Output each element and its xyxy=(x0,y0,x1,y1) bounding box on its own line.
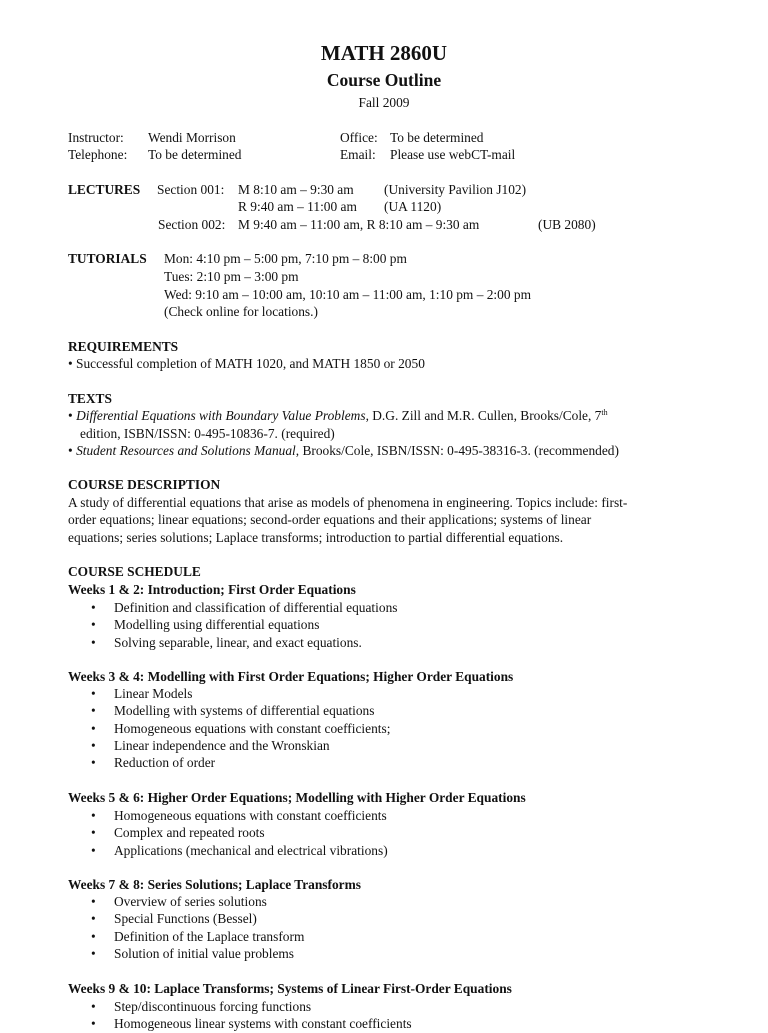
list-item: • Solution of initial value problems xyxy=(68,945,304,962)
instructor-label: Instructor: xyxy=(68,130,124,145)
week-1-2-title: Weeks 1 & 2: Introduction; First Order Equations xyxy=(68,582,356,597)
lecture-section2-label: Section 002: xyxy=(158,217,226,232)
lectures-heading: LECTURES xyxy=(68,182,141,197)
week-3-4-topics xyxy=(68,685,390,771)
list-item: • Special Functions (Bessel) xyxy=(68,910,304,927)
lecture-section1-label: Section 001: xyxy=(157,182,225,197)
text-item-1-continued: edition, ISBN/ISSN: 0-495-10836-7. (required) xyxy=(80,426,335,441)
list-item: • Reduction of order xyxy=(68,754,390,771)
texts-heading: TEXTS xyxy=(68,391,112,406)
course-code-title: MATH 2860U xyxy=(320,41,448,65)
description-heading: COURSE DESCRIPTION xyxy=(68,477,221,492)
list-item: • Definition of the Laplace transform xyxy=(68,928,304,945)
tutorial-monday: Mon: 4:10 pm – 5:00 pm, 7:10 pm – 8:00 pm xyxy=(164,251,407,266)
text-item-1 xyxy=(68,407,608,424)
text-item-2 xyxy=(68,442,619,459)
week-7-8-topics xyxy=(68,893,304,962)
telephone-label: Telephone: xyxy=(68,147,128,162)
instructor-value: Wendi Morrison xyxy=(148,130,236,145)
email-value: Please use webCT-mail xyxy=(390,147,516,162)
tutorial-wednesday: Wed: 9:10 am – 10:00 am, 10:10 am – 11:00 am, 1:10 pm – 2:00 pm xyxy=(164,287,532,302)
list-item: • Homogeneous equations with constant coefficients xyxy=(68,807,388,824)
requirement-item: • Successful completion of MATH 1020, and MATH 1850 or 2050 xyxy=(68,356,425,371)
description-line-3: equations; series solutions; Laplace transforms; introduction to partial differential equations. xyxy=(68,530,564,545)
list-item: • Overview of series solutions xyxy=(68,893,304,910)
list-item: • Linear independence and the Wronskian xyxy=(68,737,390,754)
text-1-title: Differential Equations with Boundary Value Problems xyxy=(76,408,366,423)
tutorials-heading: TUTORIALS xyxy=(68,251,147,266)
text-2-title: Student Resources and Solutions Manual xyxy=(76,443,296,458)
list-item: • Step/discontinuous forcing functions xyxy=(68,998,412,1015)
list-item: • Homogeneous linear systems with constant coefficients xyxy=(68,1015,412,1032)
edition-superscript: th xyxy=(601,408,608,417)
lecture-section2-time: M 9:40 am – 11:00 am, R 8:10 am – 9:30 am xyxy=(238,217,480,232)
office-label: Office: xyxy=(340,130,378,145)
week-7-8-title: Weeks 7 & 8: Series Solutions; Laplace Transforms xyxy=(68,877,361,892)
week-5-6-topics xyxy=(68,807,388,859)
bullet: • xyxy=(68,408,73,423)
lecture-section2-room: (UB 2080) xyxy=(538,217,596,232)
week-1-2-topics xyxy=(68,599,397,651)
lecture-section1-room1: (University Pavilion J102) xyxy=(384,182,527,197)
week-3-4-title: Weeks 3 & 4: Modelling with First Order Equations; Higher Order Equations xyxy=(68,669,514,684)
list-item: • Modelling using differential equations xyxy=(68,616,397,633)
term-label: Fall 2009 xyxy=(358,95,410,110)
tutorial-tuesday: Tues: 2:10 pm – 3:00 pm xyxy=(164,269,299,284)
list-item: • Linear Models xyxy=(68,685,390,702)
tutorial-location-note: (Check online for locations.) xyxy=(164,304,318,319)
course-outline-heading: Course Outline xyxy=(326,70,442,90)
bullet: • xyxy=(68,443,73,458)
text-1-details: , D.G. Zill and M.R. Cullen, Brooks/Cole, 7 xyxy=(365,408,602,423)
schedule-heading: COURSE SCHEDULE xyxy=(68,564,201,579)
week-5-6-title: Weeks 5 & 6: Higher Order Equations; Modelling with Higher Order Equations xyxy=(68,790,526,805)
week-9-10-topics xyxy=(68,998,412,1033)
list-item: • Solving separable, linear, and exact equations. xyxy=(68,634,397,651)
lecture-section1-time1: M 8:10 am – 9:30 am xyxy=(238,182,354,197)
lecture-section1-room2: (UA 1120) xyxy=(384,199,442,214)
description-line-2: order equations; linear equations; second-order equations and their applications; systems of linear xyxy=(68,512,592,527)
telephone-value: To be determined xyxy=(148,147,242,162)
text-2-details: , Brooks/Cole, ISBN/ISSN: 0-495-38316-3. (recommended) xyxy=(295,443,619,458)
list-item: • Definition and classification of differential equations xyxy=(68,599,397,616)
list-item: • Complex and repeated roots xyxy=(68,824,388,841)
requirements-heading: REQUIREMENTS xyxy=(68,339,179,354)
email-label: Email: xyxy=(340,147,376,162)
description-line-1: A study of differential equations that arise as models of phenomena in engineering. Topics include: first- xyxy=(68,495,628,510)
week-9-10-title: Weeks 9 & 10: Laplace Transforms; Systems of Linear First-Order Equations xyxy=(68,981,512,996)
list-item: • Homogeneous equations with constant coefficients; xyxy=(68,720,390,737)
lecture-section1-time2: R 9:40 am – 11:00 am xyxy=(238,199,357,214)
list-item: • Modelling with systems of differential equations xyxy=(68,702,390,719)
office-value: To be determined xyxy=(390,130,484,145)
list-item: • Applications (mechanical and electrical vibrations) xyxy=(68,842,388,859)
